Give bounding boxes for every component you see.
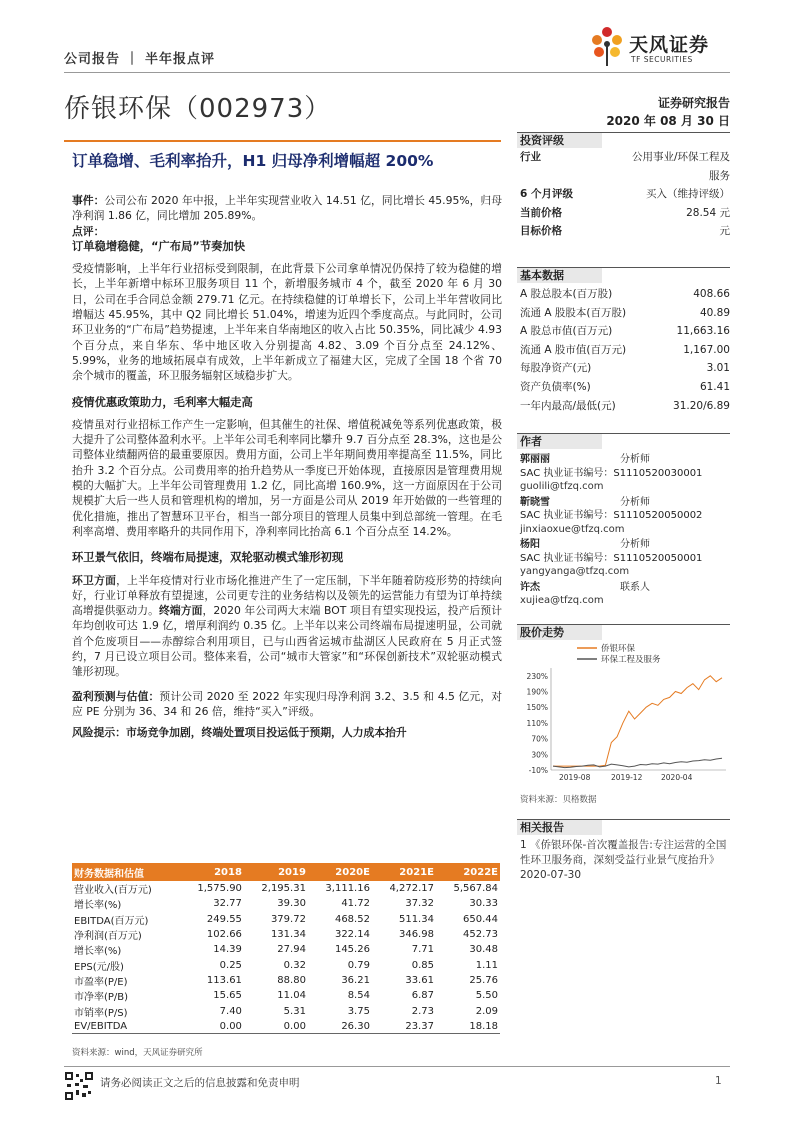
author-entry: [517, 538, 730, 579]
table-cell: 5.50: [475, 990, 498, 1002]
table-cell: 5,567.84: [453, 883, 498, 895]
table-cell: 2.73: [411, 1005, 434, 1017]
basic-data-value: 31.20/6.89: [673, 399, 730, 412]
table-row: [72, 973, 500, 988]
risk-text: 市场竞争加剧，终端处置项目投运低于预期，人力成本抬升: [125, 726, 407, 740]
section-heading-1: 订单稳增稳健，“广布局”节奏加快: [72, 239, 246, 253]
table-cell: 88.80: [277, 974, 306, 986]
flower-logo-icon: [587, 24, 627, 68]
author-email[interactable]: jinxiaoxue@tfzq.com: [520, 523, 625, 535]
author-role: 联系人: [620, 581, 650, 593]
table-cell: 15.65: [213, 990, 242, 1002]
author-name: 郭丽丽: [520, 454, 550, 466]
basic-data-row: [517, 378, 730, 397]
brand-logo: [587, 24, 737, 70]
table-cell: 增长率(%): [74, 900, 122, 912]
report-date: 2020 年 08 月 30 日: [606, 114, 730, 128]
basic-data-row: [517, 322, 730, 341]
table-cell: 468.52: [334, 913, 370, 925]
basic-data-label: A 股总市值(百万元): [520, 325, 613, 338]
page-number: 1: [715, 1075, 722, 1087]
table-cell: 市盈率(P/E): [74, 976, 128, 988]
table-cell: 0.00: [180, 1019, 244, 1034]
basic-data-value: 408.66: [693, 287, 730, 300]
author-role: 分析师: [620, 539, 650, 551]
table-cell: 7.40: [219, 1005, 242, 1017]
table-cell: 8.54: [347, 990, 370, 1002]
author-entry: [517, 581, 730, 608]
forecast-paragraph: [72, 689, 502, 720]
p3-label-2: 终端方面: [159, 604, 203, 618]
rating-heading: 投资评级: [517, 132, 730, 148]
table-row: [72, 912, 500, 927]
table-header-cell: 2019: [244, 863, 308, 881]
basic-data-row: [517, 304, 730, 323]
x-tick-label: 2019-08: [559, 772, 591, 782]
disclaimer-text: 请务必阅读正文之后的信息披露和免责申明: [100, 1077, 300, 1089]
author-cert: SAC 执业证书编号：S1110520050001: [520, 552, 703, 564]
financial-table: [72, 863, 500, 1034]
table-header-row: [72, 863, 500, 881]
basic-data-value: 3.01: [706, 362, 730, 375]
rating-value: 服务: [709, 169, 730, 182]
table-cell: 0.32: [283, 959, 306, 971]
table-cell: 18.18: [436, 1019, 500, 1034]
table-cell: 0.79: [347, 959, 370, 971]
table-cell: 30.33: [469, 898, 498, 910]
table-cell: 650.44: [463, 913, 498, 925]
rating-label: 行业: [520, 151, 541, 163]
related-heading: 相关报告: [517, 819, 730, 835]
table-row: [72, 1003, 500, 1018]
table-cell: 511.34: [398, 913, 434, 925]
event-text: 公司公布 2020 年中报，上半年实现营业收入 14.51 亿，同比增长 45.95%，归母净利润 1.86 亿，同比增加 205.89%。: [72, 194, 502, 223]
paragraph-1: 受疫情影响，上半年行业招标受到限制，在此背景下公司拿单情况仍保持了较为稳健的增长，上半年新增中标环卫服务项目 11 个，新增服务城市 4 个，截至 2020 年 6 月 30 日，公司在手合同总金额 279.71 亿元。在持续稳健的订单增长下，公司上半年营收同比增幅达 45.95%，其中 Q2 同比增长 51.04%，增速为近四个季度高点。与此同时，公司环卫业务的“广布局”趋势提速，上半年来自华南地区的收入占比 50.35%，同比减少 4.93 个百分点，来自华东、华中地区收入分别提高 4.82、3.09 个百分点至 24.12%、5.99%，业务的地域拓展卓有成效，上半年新成立了福建大区，完成了全国 18 个省 70 余个城市的覆盖，环卫服务辐射区域稳步扩大。: [72, 262, 502, 383]
qr-code-icon: [64, 1071, 94, 1101]
rating-label: 当前价格: [520, 206, 562, 219]
table-row: [72, 881, 500, 896]
rating-value: 28.54 元: [686, 206, 730, 219]
rating-list: [517, 148, 730, 241]
table-cell: 增长率(%): [74, 946, 122, 958]
table-cell: 26.30: [308, 1019, 372, 1034]
y-tick-label: 30%: [531, 749, 548, 759]
table-cell: 6.87: [411, 990, 434, 1002]
table-header-cell: 2022E: [436, 863, 500, 881]
table-cell: EPS(元/股): [74, 961, 124, 973]
table-cell: 131.34: [270, 929, 306, 941]
rating-row: [517, 148, 730, 167]
basic-data-label: 资产负债率(%): [520, 380, 591, 393]
table-header-cell: 2020E: [308, 863, 372, 881]
author-role: 分析师: [620, 454, 650, 466]
basic-data-row: [517, 285, 730, 304]
basic-data-heading: 基本数据: [517, 267, 730, 283]
rating-row: [517, 222, 730, 241]
table-cell: 346.98: [398, 929, 434, 941]
table-source: 资料来源：wind，天风证券研究所: [72, 1048, 203, 1058]
table-cell: 3,111.16: [325, 883, 370, 895]
author-role: 分析师: [620, 496, 650, 508]
table-cell: 30.48: [469, 944, 498, 956]
author-cert: SAC 执业证书编号：S1110520030001: [520, 467, 703, 479]
risk-paragraph: [72, 725, 502, 740]
table-cell: 0.00: [244, 1019, 308, 1034]
p3-text-2: ，2020 年公司两大末端 BOT 项目有望实现投运，投产后预计年均创收可达 1.9 亿，增厚利润约 0.35 亿。上半年以来公司终端布局提速明显，公司就首个危废项目——赤醇综合利用项目，已与山西省运城市盐湖区人民政府在 5 月正式签约，7 月已设立项目公司。整体来看，公司“城市大管家”和“环保创新技术”双轮驱动模式雏形初现。: [72, 604, 502, 679]
table-cell: 145.26: [334, 944, 370, 956]
table-row: [72, 942, 500, 957]
author-entry: [517, 453, 730, 494]
basic-data-value: 61.41: [699, 380, 730, 393]
rating-row: [517, 204, 730, 223]
author-email[interactable]: yangyanga@tfzq.com: [520, 566, 630, 578]
y-tick-label: 110%: [526, 718, 548, 728]
table-cell: 102.66: [206, 929, 242, 941]
section-heading-2: 疫情优惠政策助力，毛利率大幅走高: [72, 395, 253, 409]
table-cell: 市净率(P/B): [74, 992, 129, 1004]
y-tick-label: 190%: [526, 687, 548, 697]
authors-heading: 作者: [517, 433, 730, 449]
table-cell: 41.72: [341, 898, 370, 910]
author-email[interactable]: guolili@tfzq.com: [520, 481, 604, 493]
company-name: 侨银环保（002973）: [64, 94, 332, 124]
table-row: [72, 927, 500, 942]
x-tick-label: 2019-12: [611, 772, 643, 782]
table-row: [72, 957, 500, 972]
stock-chart-heading: 股价走势: [517, 624, 730, 640]
main-content: [72, 193, 502, 741]
table-cell: 2,195.31: [261, 883, 306, 895]
table-cell: 0.85: [411, 959, 434, 971]
basic-data-row: [517, 359, 730, 378]
rating-value: 元: [719, 225, 730, 238]
table-cell: 7.71: [411, 944, 434, 956]
legend-label: 环保工程及服务: [601, 654, 661, 665]
y-tick-label: 230%: [526, 671, 548, 681]
table-cell: EBITDA(百万元): [74, 915, 149, 927]
table-cell: 4,272.17: [389, 883, 434, 895]
p3-label-1: 环卫方面: [72, 573, 117, 587]
risk-label: 风险提示：: [72, 726, 126, 740]
basic-data-row: [517, 397, 730, 416]
event-paragraph: [72, 193, 502, 224]
table-header-cell: 2018: [180, 863, 244, 881]
table-cell: 1,575.90: [197, 883, 242, 895]
rating-row: [517, 185, 730, 204]
basic-data-label: 流通 A 股股本(百万股): [520, 306, 627, 319]
author-entry: [517, 496, 730, 537]
table-cell: 11.04: [277, 990, 306, 1002]
x-tick-label: 2020-04: [661, 772, 693, 782]
series-line: [553, 758, 722, 767]
basic-data-label: 每股净资产(元): [520, 362, 592, 375]
paragraph-3: [72, 573, 502, 680]
forecast-label: 盈利预测与估值：: [72, 689, 160, 703]
author-email[interactable]: xujiea@tfzq.com: [520, 595, 604, 607]
rating-label: 目标价格: [520, 225, 562, 238]
basic-data-label: 一年内最高/最低(元): [520, 399, 616, 412]
page-title: 订单稳增、毛利率抬升，H1 归母净利增幅超 200%: [72, 152, 434, 170]
basic-data-value: 40.89: [699, 306, 730, 319]
basic-data-value: 1,167.00: [683, 343, 730, 356]
rating-value: 公用事业/环保工程及: [631, 151, 730, 163]
header-divider: [64, 72, 730, 73]
forecast-text: 预计公司 2020 至 2022 年实现归母净利润 3.2、3.5 和 4.5 亿元，对应 PE 分别为 36、34 和 26 倍，维持“买入”评级。: [72, 689, 503, 718]
title-accent-bar: [64, 140, 501, 142]
author-cert: SAC 执业证书编号：S1110520050002: [520, 510, 703, 522]
table-cell: 1.11: [475, 959, 498, 971]
table-row: [72, 1019, 500, 1034]
table-cell: 379.72: [270, 913, 306, 925]
table-cell: 33.61: [405, 974, 434, 986]
comment-label-text: 点评：: [72, 224, 105, 238]
y-tick-label: 70%: [531, 734, 548, 744]
brand-name-cn: 天风证券: [629, 34, 710, 56]
series-line: [553, 675, 722, 765]
table-cell: 2.09: [475, 1005, 498, 1017]
legend-label: 侨银环保: [601, 643, 636, 654]
table-cell: 113.61: [206, 974, 242, 986]
table-cell: 27.94: [277, 944, 306, 956]
table-cell: 32.77: [213, 898, 242, 910]
table-cell: 净利润(百万元): [74, 931, 142, 943]
p3-text-1: ，上半年疫情对行业市场化推进产生了一定压制，下半年随着防疫形势的持续向好，行业订单释放有望提速，公司更专注的业务结构以及领先的运营能力有望为订单持续高增提供驱动力。: [72, 573, 503, 618]
table-cell: 0.25: [219, 959, 242, 971]
table-cell: 322.14: [334, 929, 370, 941]
comment-label: [72, 224, 502, 239]
table-header-cell: 2021E: [372, 863, 436, 881]
author-name: 靳晓雪: [520, 496, 550, 508]
table-header-cell: 财务数据和估值: [72, 863, 180, 881]
section-heading-3: 环卫景气依旧，终端布局提速，双轮驱动模式雏形初现: [72, 551, 344, 565]
rating-label: [517, 167, 520, 186]
y-tick-label: 150%: [526, 702, 548, 712]
author-list: [517, 453, 730, 608]
table-cell: EV/EBITDA: [72, 1019, 180, 1034]
table-cell: 营业收入(百万元): [74, 885, 152, 897]
table-cell: 452.73: [463, 929, 498, 941]
sidebar: [517, 132, 730, 883]
basic-data-label: 流通 A 股市值(百万元): [520, 343, 627, 356]
y-tick-label: -10%: [528, 765, 548, 775]
table-cell: 25.76: [469, 974, 498, 986]
footer-divider: [64, 1066, 730, 1067]
basic-data-row: [517, 341, 730, 360]
table-row: [72, 896, 500, 911]
chart-source: 资料来源：贝格数据: [520, 794, 597, 805]
table-row: [72, 988, 500, 1003]
rating-row: [517, 167, 730, 186]
stock-price-chart: [517, 640, 730, 790]
related-report-item[interactable]: 1 《侨银环保-首次覆盖报告:专注运营的全国性环卫服务商，深刻受益行业景气度抬升》 2020-07-30: [520, 838, 727, 881]
basic-data-label: A 股总股本(百万股): [520, 287, 613, 300]
author-name: 许杰: [520, 581, 540, 593]
table-cell: 3.75: [347, 1005, 370, 1017]
table-cell: 5.31: [283, 1005, 306, 1017]
table-cell: 36.21: [341, 974, 370, 986]
paragraph-2: 疫情虽对行业招标工作产生一定影响，但其催生的社保、增值税减免等系列优惠政策，极大提升了公司整体盈利水平。上半年公司毛利率同比攀升 9.7 百分点至 28.3%，这也是公司整体业绩翻两倍的最重要原因。费用方面，公司上半年期间费用率提高至 11.5%，同比抬升 3.2 个百分点。公司费用率的抬升趋势从一季度已开始体现，直接原因是管理费用规模的大幅扩大。上半年公司管理费用 1.2 亿，同比高增 160.9%，这一方面原因在于公司规模扩大后一些人员和管理机构的增加，另一方面是公司从 2019 年开始做的一些管理的优化措施，推出了智慧环卫平台，相当一部分项目的管理人员集中到总部统一管理。在毛利率高增、费用率略升的共同作用下，净利率同比抬高 6.1 个百分点至 14.2%。: [72, 417, 502, 538]
table-cell: 249.55: [206, 913, 242, 925]
table-cell: 市销率(P/S): [74, 1007, 128, 1019]
author-name: 杨阳: [520, 539, 540, 551]
rating-value: 买入（维持评级）: [646, 188, 730, 201]
table-cell: 37.32: [405, 898, 434, 910]
event-label: 事件：: [72, 194, 105, 207]
table-cell: 14.39: [213, 944, 242, 956]
table-cell: 23.37: [372, 1019, 436, 1034]
basic-data-list: [517, 285, 730, 415]
table-cell: 39.30: [277, 898, 306, 910]
brand-name-en: TF SECURITIES: [631, 55, 693, 64]
report-type: 证券研究报告: [657, 96, 730, 110]
basic-data-value: 11,663.16: [676, 325, 730, 338]
rating-label: 6 个月评级: [520, 188, 573, 201]
report-category: 公司报告 ｜ 半年报点评: [64, 52, 216, 67]
table-body: [72, 881, 500, 1034]
